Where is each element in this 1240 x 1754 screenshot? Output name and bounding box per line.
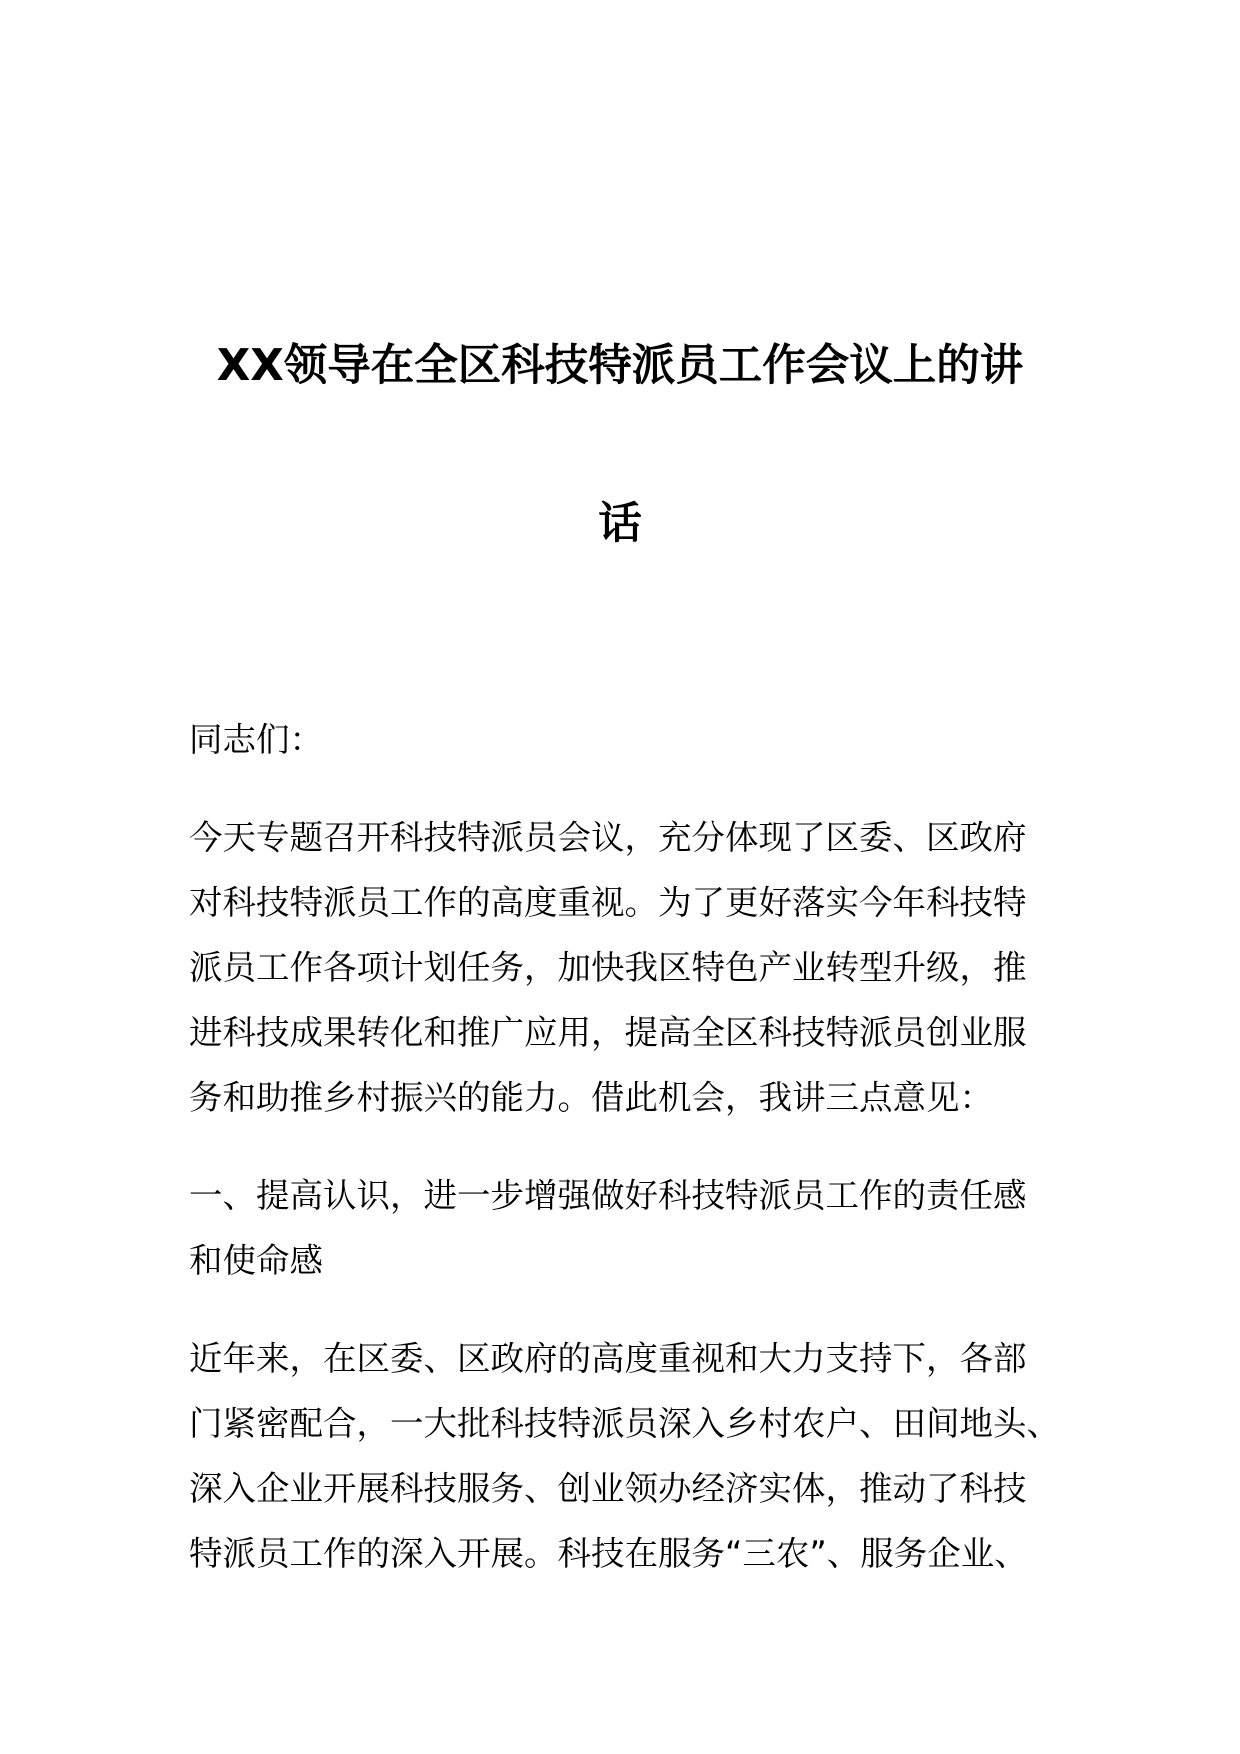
document-body bbox=[189, 707, 1089, 1619]
paragraph-line: 今天专题召开科技特派员会议，充分体现了区委、区政府 bbox=[189, 818, 1027, 857]
title-line: XX领导在全区科技特派员工作会议上的讲 bbox=[216, 341, 1024, 391]
section-1-heading bbox=[189, 1163, 1089, 1293]
intro-paragraph bbox=[189, 805, 1089, 1130]
salutation-paragraph bbox=[189, 707, 1089, 772]
salutation-line: 同志们： bbox=[189, 720, 323, 759]
heading-line: 一、提高认识，进一步增强做好科技特派员工作的责任感 bbox=[189, 1176, 1027, 1215]
section-1-body-paragraph bbox=[189, 1326, 1089, 1586]
heading-line: 和使命感 bbox=[189, 1241, 323, 1280]
title-line: 话 bbox=[598, 499, 642, 549]
document-title bbox=[0, 287, 1240, 603]
paragraph-line: 对科技特派员工作的高度重视。为了更好落实今年科技特 bbox=[189, 883, 1027, 922]
paragraph-line: 深入企业开展科技服务、创业领办经济实体，推动了科技 bbox=[189, 1469, 1027, 1508]
paragraph-line: 特派员工作的深入开展。科技在服务“三农”、服务企业、 bbox=[189, 1534, 1028, 1573]
paragraph-line: 近年来，在区委、区政府的高度重视和大力支持下，各部 bbox=[189, 1339, 1027, 1378]
paragraph-line: 派员工作各项计划任务，加快我区特色产业转型升级，推 bbox=[189, 948, 1027, 987]
paragraph-line: 进科技成果转化和推广应用，提高全区科技特派员创业服 bbox=[189, 1013, 1027, 1052]
paragraph-line: 务和助推乡村振兴的能力。借此机会，我讲三点意见： bbox=[189, 1078, 993, 1117]
paragraph-line: 门紧密配合，一大批科技特派员深入乡村农户、田间地头、 bbox=[189, 1404, 1060, 1443]
